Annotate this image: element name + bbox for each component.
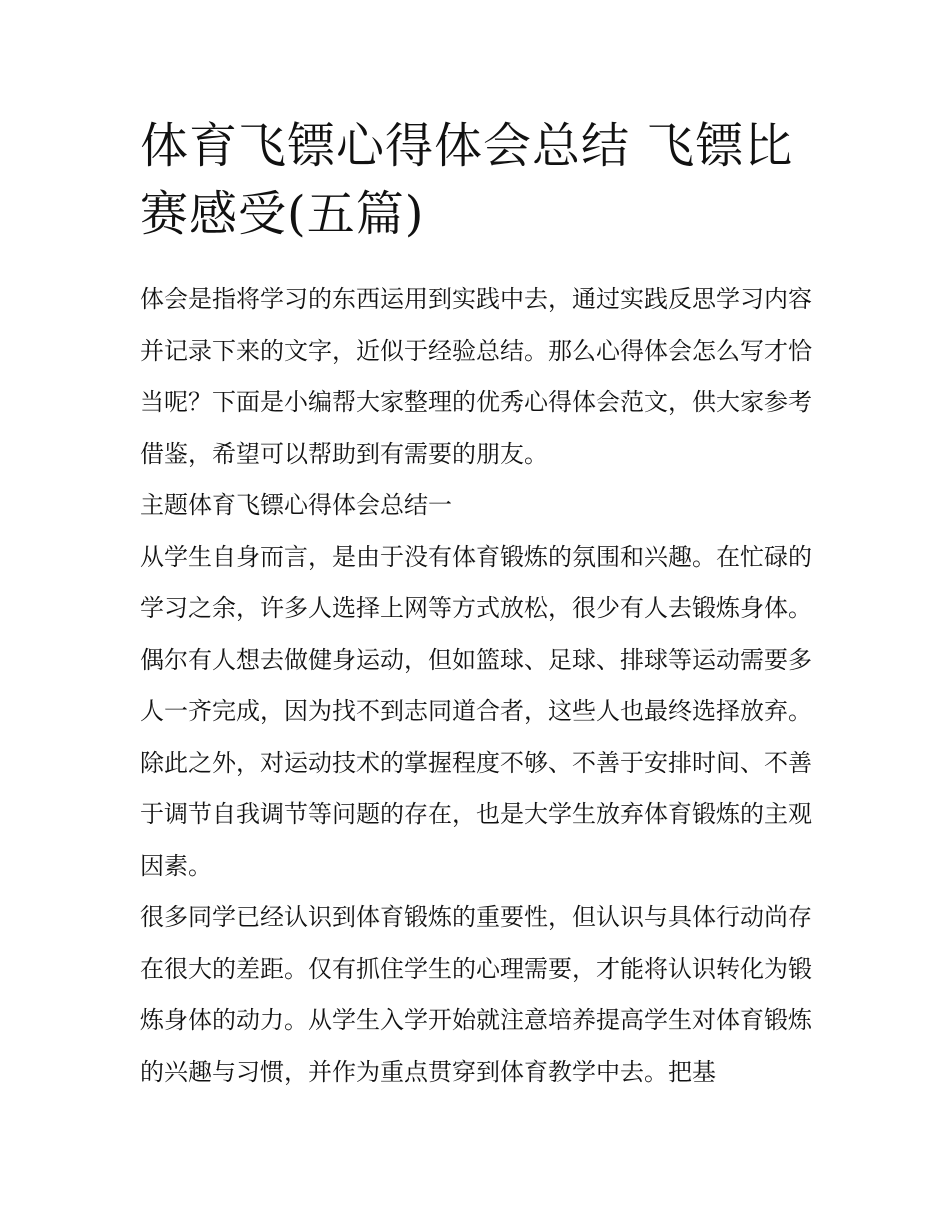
body-paragraph: 很多同学已经认识到体育锻炼的重要性，但认识与具体行动尚存在很大的差距。仅有抓住学生的心理需要，才能将认识转化为锻炼身体的动力。从学生入学开始就注意培养提高学生对体育锻炼的兴趣与习惯，并作为重点贯穿到体育教学中去。把基 (140, 903, 812, 1086)
document-title: 体育飞镖心得体会总结 飞镖比赛感受(五篇) (140, 118, 794, 242)
body-paragraph: 从学生自身而言，是由于没有体育锻炼的氛围和兴趣。在忙碌的学习之余，许多人选择上网等方式放松，很少有人去锻炼身体。偶尔有人想去做健身运动，但如篮球、足球、排球等运动需要多人一齐完成，因为找不到志同道合者，这些人也最终选择放弃。除此之外，对运动技术的掌握程度不够、不善于安排时间、不善于调节自我调节等问题的存在，也是大学生放弃体育锻炼的主观因素。 (140, 542, 812, 880)
section-heading: 主题体育飞镖心得体会总结一 (140, 491, 452, 519)
document-page (140, 112, 812, 1098)
document-body (140, 274, 812, 1098)
intro-paragraph: 体会是指将学习的东西运用到实践中去，通过实践反思学习内容并记录下来的文字，近似于经验总结。那么心得体会怎么写才恰当呢？下面是小编帮大家整理的优秀心得体会范文，供大家参考借鉴，希望可以帮助到有需要的朋友。 (140, 285, 812, 468)
